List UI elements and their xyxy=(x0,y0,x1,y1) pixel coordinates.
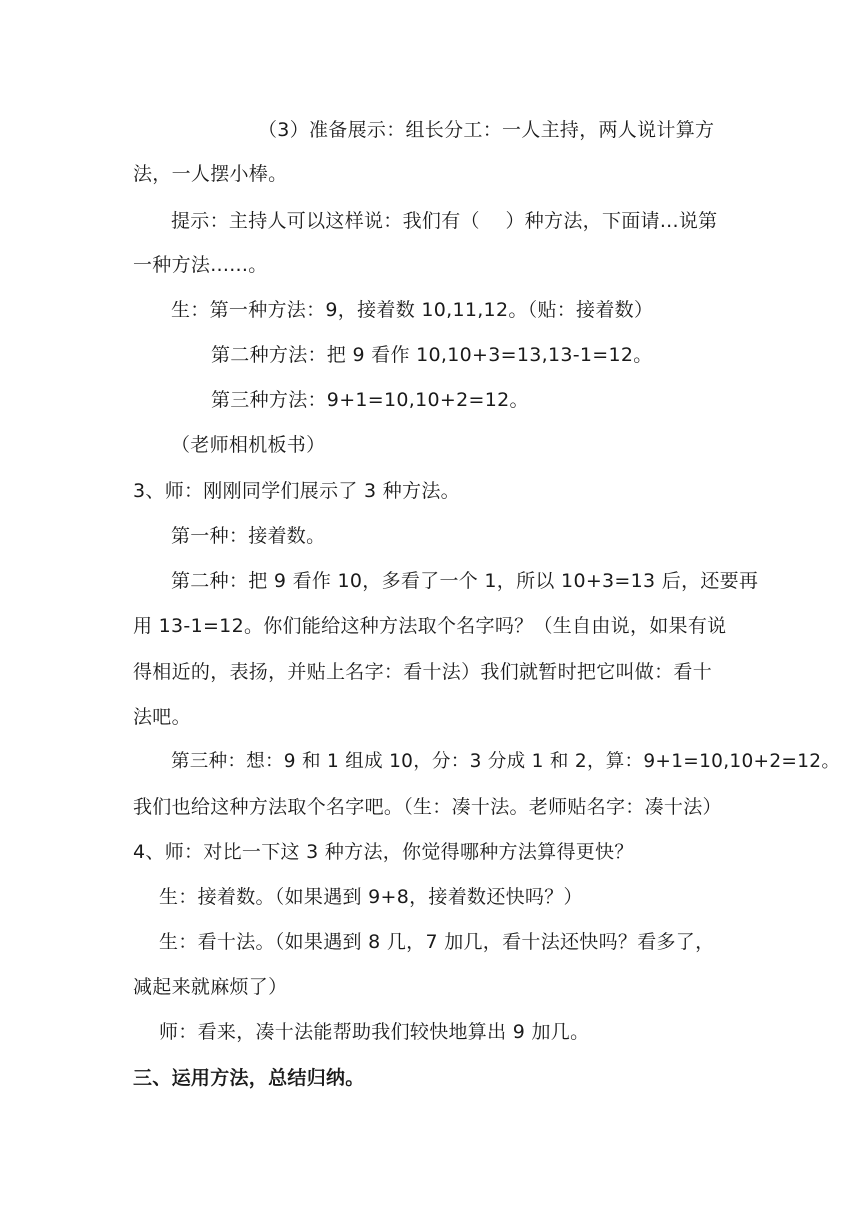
section-heading: 三、运用方法，总结归纳。 xyxy=(133,1067,365,1089)
text-line: 第二种：把 9 看作 10，多看了一个 1，所以 10+3=13 后，还要再 xyxy=(171,570,759,592)
text-line: 得相近的，表扬，并贴上名字：看十法）我们就暂时把它叫做：看十 xyxy=(133,661,713,683)
text-line: 生：接着数。（如果遇到 9+8，接着数还快吗？） xyxy=(159,886,583,908)
text-line: （老师相机板书） xyxy=(171,434,326,456)
text-line: 第三种：想：9 和 1 组成 10，分：3 分成 1 和 2，算：9+1=10,10+2=12。 xyxy=(171,751,841,772)
text-line: 4、师：对比一下这 3 种方法，你觉得哪种方法算得更快？ xyxy=(133,841,634,863)
text-line: （3）准备展示：组长分工：一人主持，两人说计算方 xyxy=(258,119,715,141)
text-line: 减起来就麻烦了） xyxy=(133,976,288,998)
text-line: 提示：主持人可以这样说：我们有（ ）种方法，下面请...说第 xyxy=(171,210,718,232)
text-line: 用 13-1=12。你们能给这种方法取个名字吗？（生自由说，如果有说 xyxy=(133,615,727,637)
text-line: 一种方法......。 xyxy=(133,254,268,276)
text-line: 3、师：刚刚同学们展示了 3 种方法。 xyxy=(133,480,460,502)
text-line: 生：看十法。（如果遇到 8 几，7 加几，看十法还快吗？看多了， xyxy=(159,931,715,953)
text-line: 第一种：接着数。 xyxy=(171,525,326,547)
text-line: 第二种方法：把 9 看作 10,10+3=13,13-1=12。 xyxy=(211,344,653,366)
text-line: 我们也给这种方法取个名字吧。（生：凑十法。老师贴名字：凑十法） xyxy=(133,796,722,818)
text-line: 第三种方法：9+1=10,10+2=12。 xyxy=(211,389,529,411)
text-line: 师：看来，凑十法能帮助我们较快地算出 9 加几。 xyxy=(159,1021,590,1043)
text-line: 法，一人摆小棒。 xyxy=(133,163,288,185)
text-line: 法吧。 xyxy=(133,706,191,728)
text-line: 生：第一种方法：9，接着数 10,11,12。（贴：接着数） xyxy=(171,299,654,321)
